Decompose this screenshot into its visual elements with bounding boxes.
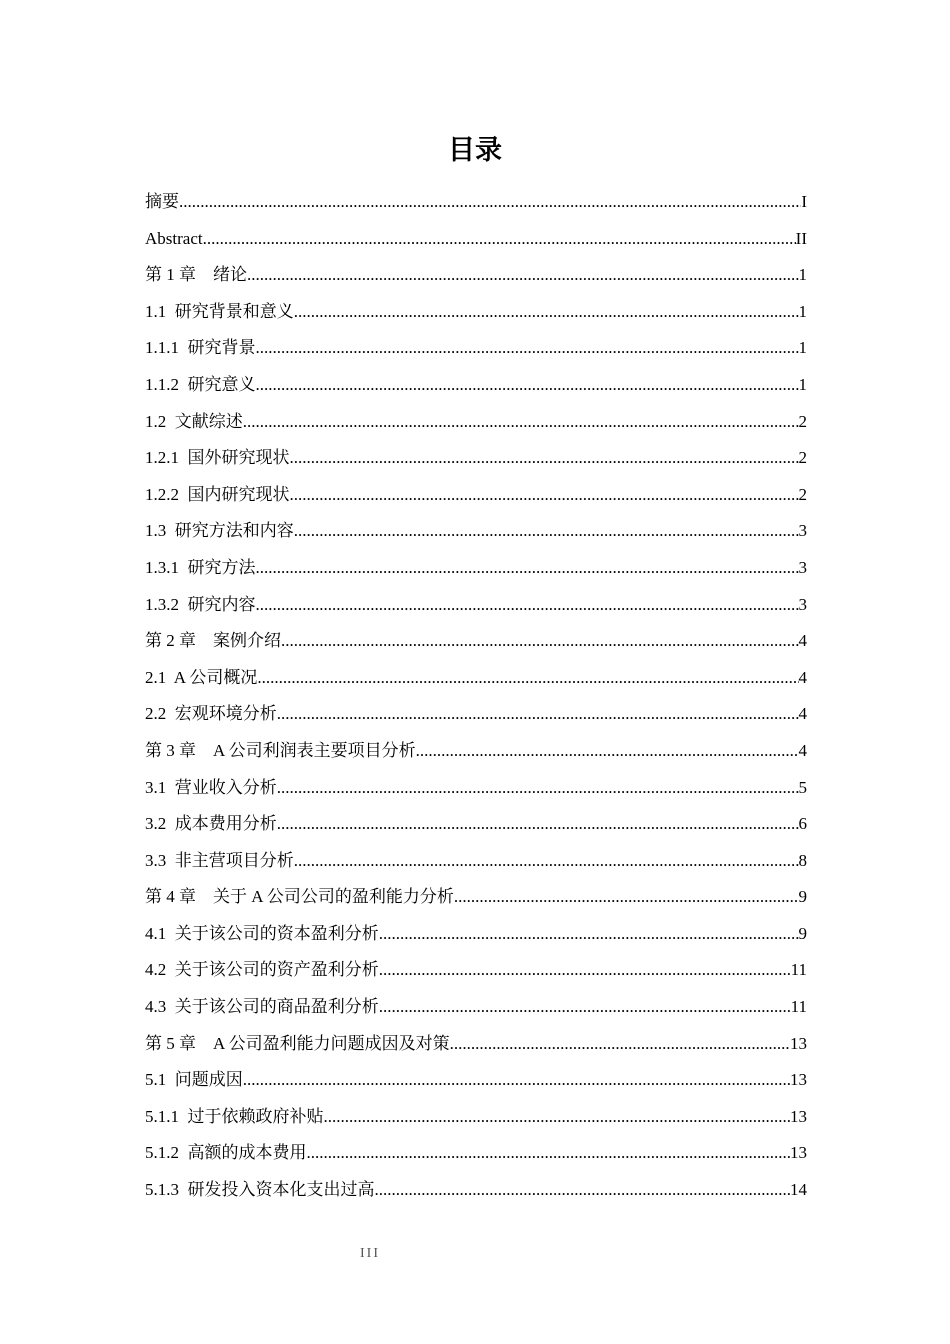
toc-entry[interactable]: [145, 184, 807, 221]
toc-entry-page: 1: [798, 265, 807, 285]
toc-leader-dots: [247, 257, 799, 294]
toc-leader-dots: [290, 440, 799, 477]
toc-entry-page: 5: [798, 777, 807, 797]
toc-entry-label: 第 5 章 A 公司盈利能力问题成因及对策: [145, 1033, 450, 1053]
toc-entry-page: 2: [798, 484, 807, 504]
toc-entry-page: 6: [798, 814, 807, 834]
toc-leader-dots: [277, 806, 799, 843]
toc-entry-page: 9: [798, 923, 807, 943]
toc-leader-dots: [450, 1026, 790, 1063]
toc-entry-label: 1.3 研究方法和内容: [145, 521, 294, 541]
toc-leader-dots: [256, 330, 799, 367]
toc-entry-label: 5.1.1 过于依赖政府补贴: [145, 1106, 324, 1126]
toc-entry[interactable]: [145, 1062, 807, 1099]
toc-entry-label: 1.1.1 研究背景: [145, 338, 256, 358]
toc-entry[interactable]: [145, 696, 807, 733]
toc-entry[interactable]: [145, 294, 807, 331]
toc-entry-label: 1.1 研究背景和意义: [145, 301, 294, 321]
page-title: 目录: [448, 135, 502, 166]
toc-leader-dots: [277, 770, 799, 807]
toc-entry[interactable]: [145, 513, 807, 550]
toc-entry-page: 14: [790, 1180, 807, 1200]
toc-entry[interactable]: [145, 660, 807, 697]
toc-leader-dots: [256, 587, 799, 624]
toc-leader-dots: [294, 513, 799, 550]
toc-entry-page: 11: [790, 997, 807, 1017]
toc-entry-page: 1: [798, 374, 807, 394]
toc-leader-dots: [294, 294, 799, 331]
toc-leader-dots: [379, 989, 791, 1026]
toc-entry[interactable]: [145, 843, 807, 880]
toc-entry-page: 2: [798, 448, 807, 468]
toc-entry[interactable]: [145, 477, 807, 514]
toc-entry-page: 2: [798, 411, 807, 431]
toc-entry-page: 3: [798, 594, 807, 614]
toc-entry-page: 13: [790, 1143, 807, 1163]
toc-entry[interactable]: [145, 257, 807, 294]
toc-entry-label: 1.3.1 研究方法: [145, 557, 256, 577]
toc-leader-dots: [416, 733, 799, 770]
toc-entry-label: 摘要: [145, 192, 179, 211]
toc-leader-dots: [454, 879, 799, 916]
toc-entry-page: 13: [790, 1106, 807, 1126]
toc-entry[interactable]: [145, 989, 807, 1026]
toc-entry[interactable]: [145, 221, 807, 258]
toc-entry-page: 1: [798, 338, 807, 358]
toc-entry-label: 4.3 关于该公司的商品盈利分析: [145, 997, 379, 1017]
toc-leader-dots: [307, 1135, 791, 1172]
toc-entry-page: 1: [798, 301, 807, 321]
toc-entry-label: 3.2 成本费用分析: [145, 814, 277, 834]
toc-entry-label: 第 2 章 案例介绍: [145, 631, 281, 651]
toc-entry[interactable]: [145, 404, 807, 441]
table-of-contents: [145, 184, 807, 1209]
toc-entry-label: 2.1 A 公司概况: [145, 667, 258, 687]
toc-leader-dots: [256, 550, 799, 587]
toc-entry-page: 8: [798, 850, 807, 870]
toc-entry[interactable]: [145, 1099, 807, 1136]
toc-leader-dots: [379, 916, 799, 953]
toc-entry[interactable]: [145, 879, 807, 916]
toc-entry-label: 4.2 关于该公司的资产盈利分析: [145, 960, 379, 980]
toc-entry-label: 1.3.2 研究内容: [145, 594, 256, 614]
toc-entry-page: 3: [798, 557, 807, 577]
toc-leader-dots: [281, 623, 799, 660]
toc-entry-label: 4.1 关于该公司的资本盈利分析: [145, 923, 379, 943]
toc-leader-dots: [375, 1172, 791, 1209]
toc-entry-label: 1.1.2 研究意义: [145, 374, 256, 394]
toc-entry-page: 13: [790, 1033, 807, 1053]
toc-entry-label: 1.2.1 国外研究现状: [145, 448, 290, 468]
toc-entry-page: 4: [798, 740, 807, 760]
toc-entry-page: 13: [790, 1070, 807, 1090]
toc-entry-label: 5.1.2 高额的成本费用: [145, 1143, 307, 1163]
toc-entry[interactable]: [145, 916, 807, 953]
toc-leader-dots: [324, 1099, 791, 1136]
toc-leader-dots: [243, 1062, 790, 1099]
toc-entry[interactable]: [145, 806, 807, 843]
toc-entry[interactable]: [145, 733, 807, 770]
toc-entry-label: 1.2 文献综述: [145, 411, 243, 431]
toc-leader-dots: [257, 660, 798, 697]
toc-leader-dots: [203, 221, 796, 258]
toc-entry-label: 2.2 宏观环境分析: [145, 704, 277, 724]
toc-leader-dots: [256, 367, 799, 404]
toc-entry-page: 3: [798, 521, 807, 541]
toc-entry[interactable]: [145, 550, 807, 587]
toc-entry-label: 5.1 问题成因: [145, 1070, 243, 1090]
toc-entry-page: 9: [798, 887, 807, 907]
toc-entry[interactable]: [145, 952, 807, 989]
toc-entry[interactable]: [145, 587, 807, 624]
toc-entry[interactable]: [145, 367, 807, 404]
toc-leader-dots: [290, 477, 799, 514]
toc-entry-label: 3.1 营业收入分析: [145, 777, 277, 797]
toc-leader-dots: [277, 696, 799, 733]
toc-entry[interactable]: [145, 1026, 807, 1063]
toc-entry-label: Abstract: [145, 228, 203, 248]
toc-entry-label: 第 3 章 A 公司利润表主要项目分析: [145, 740, 416, 760]
toc-entry-label: 5.1.3 研发投入资本化支出过高: [145, 1180, 375, 1200]
toc-entry-page: 4: [798, 631, 807, 651]
toc-entry-label: 1.2.2 国内研究现状: [145, 484, 290, 504]
toc-entry[interactable]: [145, 330, 807, 367]
toc-entry[interactable]: [145, 1135, 807, 1172]
toc-leader-dots: [179, 184, 801, 221]
toc-entry-page: I: [801, 192, 807, 211]
toc-leader-dots: [379, 952, 791, 989]
toc-entry[interactable]: [145, 440, 807, 477]
toc-entry-page: 11: [790, 960, 807, 980]
toc-entry-label: 第 4 章 关于 A 公司公司的盈利能力分析: [145, 887, 454, 907]
toc-entry-page: 4: [798, 667, 807, 687]
toc-entry-label: 3.3 非主营项目分析: [145, 850, 294, 870]
toc-entry[interactable]: [145, 770, 807, 807]
toc-entry[interactable]: [145, 1172, 807, 1209]
toc-leader-dots: [294, 843, 799, 880]
toc-entry-label: 第 1 章 绪论: [145, 265, 247, 285]
toc-entry[interactable]: [145, 623, 807, 660]
page-number: III: [360, 1246, 380, 1261]
toc-entry-page: II: [795, 228, 807, 248]
toc-entry-page: 4: [798, 704, 807, 724]
toc-leader-dots: [243, 404, 799, 441]
